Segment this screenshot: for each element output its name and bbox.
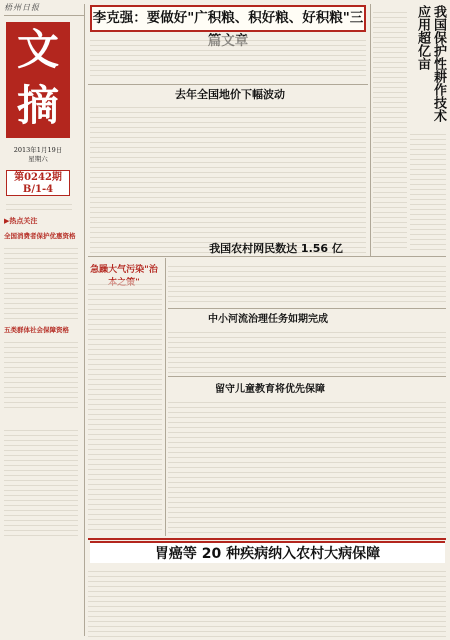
story-text <box>90 103 366 253</box>
sidebar-heading: ▶热点关注 <box>4 216 38 225</box>
sidebar-item-text <box>4 338 78 408</box>
lead-story-text <box>90 36 366 78</box>
issue-number-box <box>6 170 70 196</box>
issue-number: 第0242期 <box>14 172 62 183</box>
issue-pages: B/1-4 <box>22 184 54 195</box>
story-divider <box>168 308 446 309</box>
story-headline: 急躁大气污染"治 <box>90 265 158 275</box>
right-column-text <box>373 8 407 252</box>
date-block <box>6 146 70 164</box>
bottom-story-rule <box>88 538 446 540</box>
story-text <box>168 262 446 306</box>
story-divider <box>88 84 368 85</box>
story-divider <box>88 256 446 257</box>
masthead-rule <box>4 15 84 16</box>
story-divider <box>168 376 446 377</box>
sidebar-item-title: 五类群体社会保障资格 <box>4 326 69 334</box>
sidebar-item-text <box>4 244 78 320</box>
column-divider <box>165 258 166 536</box>
section-logo-char-2: 摘 <box>16 81 59 130</box>
section-logo-char-1: 文 <box>16 25 59 74</box>
editor-credits <box>6 200 72 212</box>
section-logo <box>6 22 70 138</box>
right-column-headline: 我国保护性耕作技术应用超亿亩 <box>415 5 446 122</box>
right-column-divider <box>370 4 371 256</box>
sidebar-item-title: 全国消费者保护优惠资格 <box>4 232 76 240</box>
right-column-text <box>410 130 446 254</box>
issue-date: 2013年1月19日 <box>13 146 63 154</box>
story-headline: 留守儿童教育将优先保障 <box>215 384 325 395</box>
story-text <box>168 398 446 536</box>
issue-weekday: 星期六 <box>28 155 48 163</box>
story-text <box>168 328 446 374</box>
story-text <box>88 280 162 534</box>
bottom-story-text <box>88 567 446 637</box>
story-headline: 中小河流治理任务如期完成 <box>208 314 328 325</box>
story-headline: 我国农村网民数达 1.56 亿 <box>209 242 343 255</box>
sidebar-item-text <box>4 426 78 536</box>
masthead: 梧州日报 <box>4 3 40 12</box>
sidebar-divider <box>84 4 85 636</box>
lead-story-headline: 李克强：要做好"广积粮、积好粮、好积粮"三 <box>90 5 366 32</box>
bottom-story-headline: 胃癌等 20 种疾病纳入农村大病保障 <box>90 541 445 563</box>
story-headline: 去年全国地价下幅波动 <box>175 88 285 101</box>
